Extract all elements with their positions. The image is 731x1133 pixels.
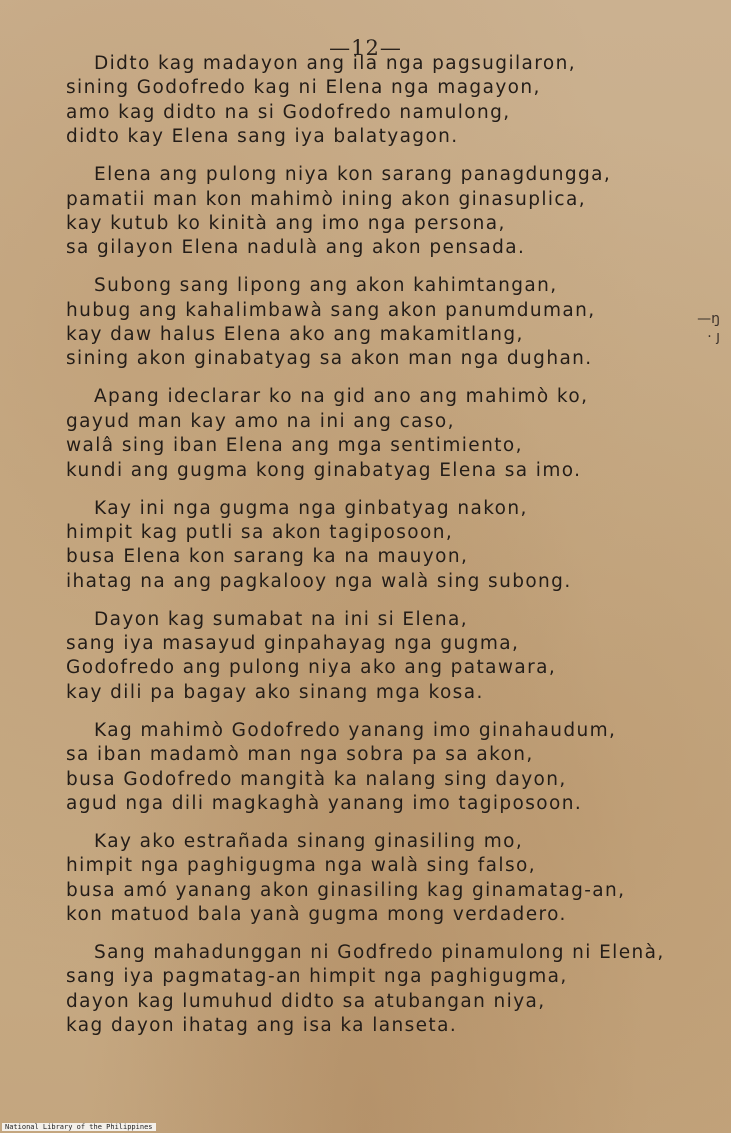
- poem-line: dayon kag lumuhud didto sa atubangan niya,: [66, 990, 546, 1012]
- poem-line: busa amó yanang akon ginasiling kag ginamatag-an,: [66, 879, 626, 901]
- poem-line: ihatag na ang pagkalooy nga walà sing subong.: [66, 570, 572, 592]
- stanza-5: [66, 497, 686, 595]
- poem-line: Kag mahimò Godofredo yanang imo ginahaudum,: [94, 719, 617, 741]
- poem-line: Kay ini nga gugma nga ginbatyag nakon,: [94, 497, 528, 519]
- poem-line: sining Godofredo kag ni Elena nga magayon,: [66, 77, 541, 99]
- poem-line: himpit kag putli sa akon tagiposoon,: [66, 521, 454, 543]
- poem-line: Subong sang lipong ang akon kahimtangan,: [94, 275, 558, 297]
- poem-line: sa iban madamò man nga sobra pa sa akon,: [66, 744, 534, 766]
- stanza-9: [66, 941, 686, 1039]
- poem-line: Apang ideclarar ko na gid ano ang mahimò ko,: [94, 386, 589, 408]
- stanza-2: [66, 163, 686, 261]
- poem-line: walâ sing iban Elena ang mga sentimiento,: [66, 435, 523, 457]
- poem-line: Godofredo ang pulong niya ako ang patawara,: [66, 657, 557, 679]
- poem-line: Kay ako estrañada sinang ginasiling mo,: [94, 830, 524, 852]
- stanza-7: [66, 719, 686, 817]
- library-credit: National Library of the Philippines: [2, 1123, 156, 1131]
- margin-mark: [680, 310, 720, 346]
- margin-mark-line: · ȷ: [707, 329, 720, 345]
- poem-line: amo kag didto na si Godofredo namulong,: [66, 101, 511, 123]
- poem-line: gayud man kay amo na ini ang caso,: [66, 410, 455, 432]
- page-number: —12—: [329, 36, 402, 60]
- poem-line: busa Elena kon sarang ka na mauyon,: [66, 546, 469, 568]
- poem-line: agud nga dili magkaghà yanang imo tagiposoon.: [66, 792, 583, 814]
- poem-line: Dayon kag sumabat na ini si Elena,: [94, 608, 468, 630]
- poem-body: [66, 52, 686, 1052]
- poem-line: didto kay Elena sang iya balatyagon.: [66, 126, 459, 148]
- poem-line: himpit nga paghigugma nga walà sing falso,: [66, 855, 536, 877]
- poem-line: Sang mahadunggan ni Godfredo pinamulong ni Elenà,: [94, 942, 665, 963]
- poem-line: kag dayon ihatag ang isa ka lanseta.: [66, 1015, 458, 1037]
- poem-line: busa Godofredo mangità ka nalang sing dayon,: [66, 768, 567, 790]
- stanza-4: [66, 385, 686, 483]
- poem-line: Didto kag madayon ang ila nga pagsugilaron,: [94, 53, 576, 74]
- poem-line: kay dili pa bagay ako sinang mga kosa.: [66, 681, 484, 703]
- poem-line: kon matuod bala yanà gugma mong verdadero.: [66, 904, 567, 926]
- poem-line: sang iya masayud ginpahayag nga gugma,: [66, 633, 520, 655]
- poem-line: kundi ang gugma kong ginabatyag Elena sa imo.: [66, 459, 582, 481]
- stanza-1: [66, 52, 686, 150]
- margin-mark-line: —ŋ: [697, 311, 720, 327]
- poem-line: hubug ang kahalimbawà sang akon panumduman,: [66, 299, 596, 321]
- poem-line: kay kutub ko kinità ang imo nga persona,: [66, 212, 506, 234]
- poem-line: pamatii man kon mahimò ining akon ginasuplica,: [66, 188, 587, 210]
- poem-line: kay daw halus Elena ako ang makamitlang,: [66, 324, 524, 346]
- stanza-8: [66, 830, 686, 928]
- stanza-3: [66, 274, 686, 372]
- poem-line: sa gilayon Elena nadulà ang akon pensada.: [66, 237, 526, 259]
- poem-line: sining akon ginabatyag sa akon man nga dughan.: [66, 348, 593, 370]
- poem-line: Elena ang pulong niya kon sarang panagdungga,: [94, 164, 612, 186]
- stanza-6: [66, 608, 686, 706]
- poem-line: sang iya pagmatag-an himpit nga paghigugma,: [66, 966, 568, 988]
